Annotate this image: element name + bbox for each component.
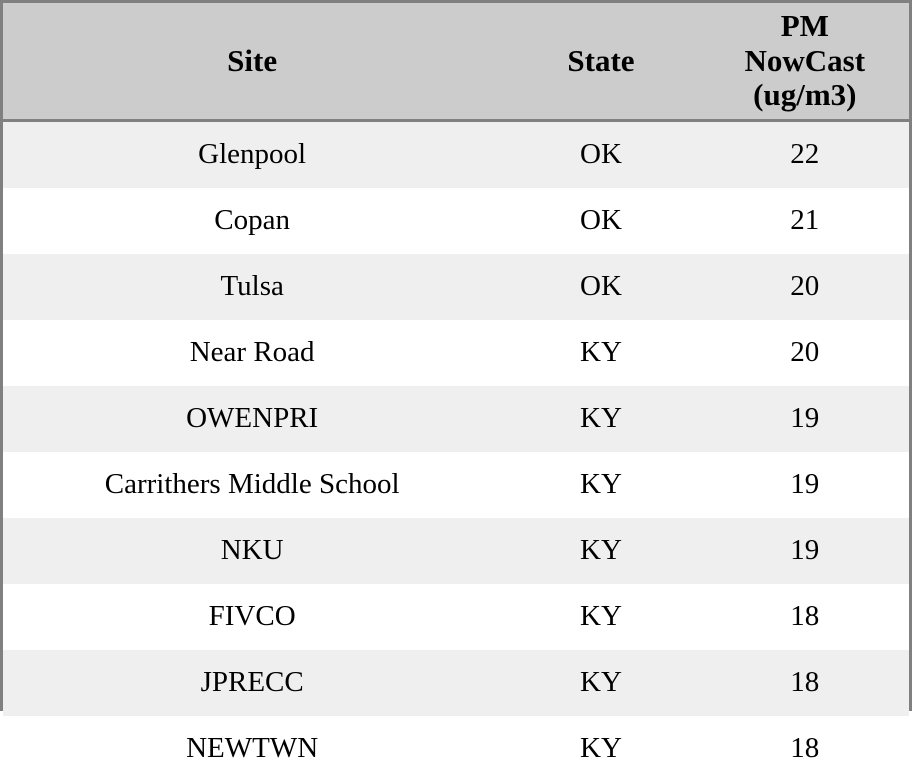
cell-pm-nowcast: 18 xyxy=(790,600,820,633)
table-row xyxy=(3,386,909,452)
table-row xyxy=(3,121,909,189)
cell-state: KY xyxy=(580,336,622,369)
cell-site: NKU xyxy=(220,534,284,567)
cell-pm-nowcast: 20 xyxy=(790,336,820,369)
cell-site: Glenpool xyxy=(198,138,307,171)
column-header-state xyxy=(501,3,700,121)
cell-pm-nowcast: 18 xyxy=(790,732,820,765)
table-row xyxy=(3,188,909,254)
table-body xyxy=(3,121,909,782)
column-header-pm-nowcast-line-2: NowCast xyxy=(744,42,866,78)
column-header-state-line-1: State xyxy=(567,42,635,78)
cell-site: Copan xyxy=(214,204,290,237)
cell-site: OWENPRI xyxy=(186,402,319,435)
cell-site: Near Road xyxy=(189,336,315,369)
cell-pm-nowcast: 18 xyxy=(790,666,820,699)
cell-pm-nowcast: 21 xyxy=(790,204,820,237)
table-header-row xyxy=(3,3,909,121)
cell-site: Carrithers Middle School xyxy=(104,468,400,501)
cell-pm-nowcast: 19 xyxy=(790,402,820,435)
table-row xyxy=(3,254,909,320)
table-row xyxy=(3,320,909,386)
cell-site: FIVCO xyxy=(208,600,296,633)
cell-pm-nowcast: 19 xyxy=(790,534,820,567)
cell-site: NEWTWN xyxy=(186,732,319,765)
cell-state: KY xyxy=(580,732,622,765)
table-row xyxy=(3,518,909,584)
column-header-pm-nowcast xyxy=(701,3,909,121)
cell-pm-nowcast: 22 xyxy=(790,138,820,171)
table-row xyxy=(3,650,909,716)
cell-state: KY xyxy=(580,468,622,501)
cell-state: KY xyxy=(580,600,622,633)
cell-site: JPRECC xyxy=(200,666,304,699)
column-header-site xyxy=(3,3,501,121)
air-quality-table xyxy=(3,3,909,782)
cell-state: OK xyxy=(580,204,622,237)
cell-state: KY xyxy=(580,666,622,699)
column-header-site-line-1: Site xyxy=(227,42,278,78)
cell-state: KY xyxy=(580,402,622,435)
cell-pm-nowcast: 20 xyxy=(790,270,820,303)
table-header xyxy=(3,3,909,121)
table-row xyxy=(3,584,909,650)
table-row xyxy=(3,716,909,782)
cell-site: Tulsa xyxy=(220,270,284,303)
cell-state: KY xyxy=(580,534,622,567)
cell-state: OK xyxy=(580,138,622,171)
cell-state: OK xyxy=(580,270,622,303)
table-row xyxy=(3,452,909,518)
cell-pm-nowcast: 19 xyxy=(790,468,820,501)
column-header-pm-nowcast-line-1: PM xyxy=(780,8,829,43)
column-header-pm-nowcast-line-3: (ug/m3) xyxy=(753,77,857,113)
